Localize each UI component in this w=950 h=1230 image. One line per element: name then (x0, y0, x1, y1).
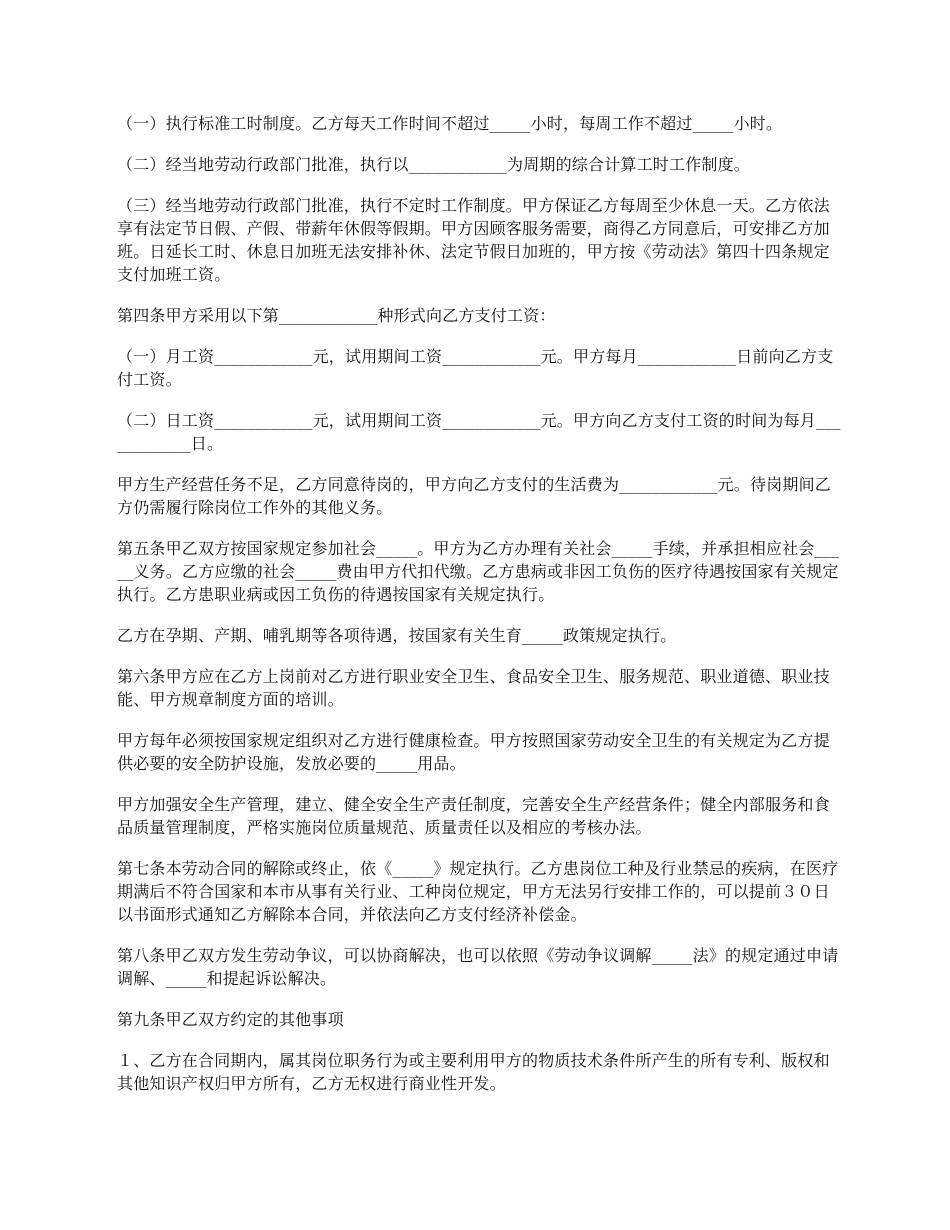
paragraph-working-hours-comprehensive: （二）经当地劳动行政部门批准，执行以____________为周期的综合计算工时工作制度。 (117, 155, 751, 174)
paragraph-working-hours-flexible: （三）经当地劳动行政部门批准，执行不定时工作制度。甲方保证乙方每周至少休息一天。乙方依法享有法定节日假、产假、带薪年休假等假期。甲方因顾客服务需要，商得乙方同意后，可安排乙方加班。日延长工时、休息日加班无法安排补休、法定节假日加班的，甲方按《劳动法》第四十四条规定支付加班工资。 (117, 196, 830, 284)
document-body (117, 112, 845, 1113)
paragraph-article-4: 第四条甲方采用以下第____________种形式向乙方支付工资： (117, 306, 556, 325)
paragraph-ip-rights: １、乙方在合同期内，属其岗位职务行为或主要利用甲方的物质技术条件所产生的所有专利、版权和其他知识产权归甲方所有，乙方无权进行商业性开发。 (117, 1051, 830, 1093)
paragraph-monthly-wage: （一）月工资____________元，试用期间工资____________元。甲方每月____________日前向乙方支付工资。 (117, 347, 834, 389)
paragraph-safety-management: 甲方加强安全生产管理，建立、健全安全生产责任制度，完善安全生产经营条件；健全内部服务和食品质量管理制度，严格实施岗位质量规范、质量责任以及相应的考核办法。 (117, 795, 830, 837)
paragraph-health-check: 甲方每年必须按国家规定组织对乙方进行健康检查。甲方按照国家劳动安全卫生的有关规定为乙方提供必要的安全防护设施，发放必要的_____用品。 (117, 731, 830, 773)
paragraph-standby-allowance: 甲方生产经营任务不足，乙方同意待岗的，甲方向乙方支付的生活费为____________元。待岗期间乙方仍需履行除岗位工作外的其他义务。 (117, 475, 832, 517)
paragraph-article-7: 第七条本劳动合同的解除或终止，依《_____》规定执行。乙方患岗位工种及行业禁忌的疾病，在医疗期满后不符合国家和本市从事有关行业、工种岗位规定，甲方无法另行安排工作的，可以提前３０日以书面形式通知乙方解除本合同，并依法向乙方支付经济补偿金。 (117, 859, 839, 924)
paragraph-daily-wage: （二）日工资____________元，试用期间工资____________元。甲方向乙方支付工资的时间为每月____________日。 (117, 411, 841, 453)
paragraph-working-hours-standard: （一）执行标准工时制度。乙方每天工作时间不超过_____小时，每周工作不超过_____小时。 (117, 114, 783, 133)
paragraph-maternity: 乙方在孕期、产期、哺乳期等各项待遇，按国家有关生育_____政策规定执行。 (117, 626, 677, 645)
paragraph-article-6: 第六条甲方应在乙方上岗前对乙方进行职业安全卫生、食品安全卫生、服务规范、职业道德、职业技能、甲方规章制度方面的培训。 (117, 667, 830, 709)
paragraph-article-8: 第八条甲乙双方发生劳动争议，可以协商解决，也可以依照《劳动争议调解_____法》的规定通过申请调解、_____和提起诉讼解决。 (117, 946, 839, 988)
paragraph-article-5: 第五条甲乙双方按国家规定参加社会_____。甲方为乙方办理有关社会_____手续，并承担相应社会_____义务。乙方应缴的社会_____费由甲方代扣代缴。乙方患病或非因工负伤的医疗待遇按国家有关规定执行。乙方患职业病或因工负伤的待遇按国家有关规定执行。 (117, 539, 840, 604)
paragraph-article-9: 第九条甲乙双方约定的其他事项 (117, 1010, 344, 1029)
